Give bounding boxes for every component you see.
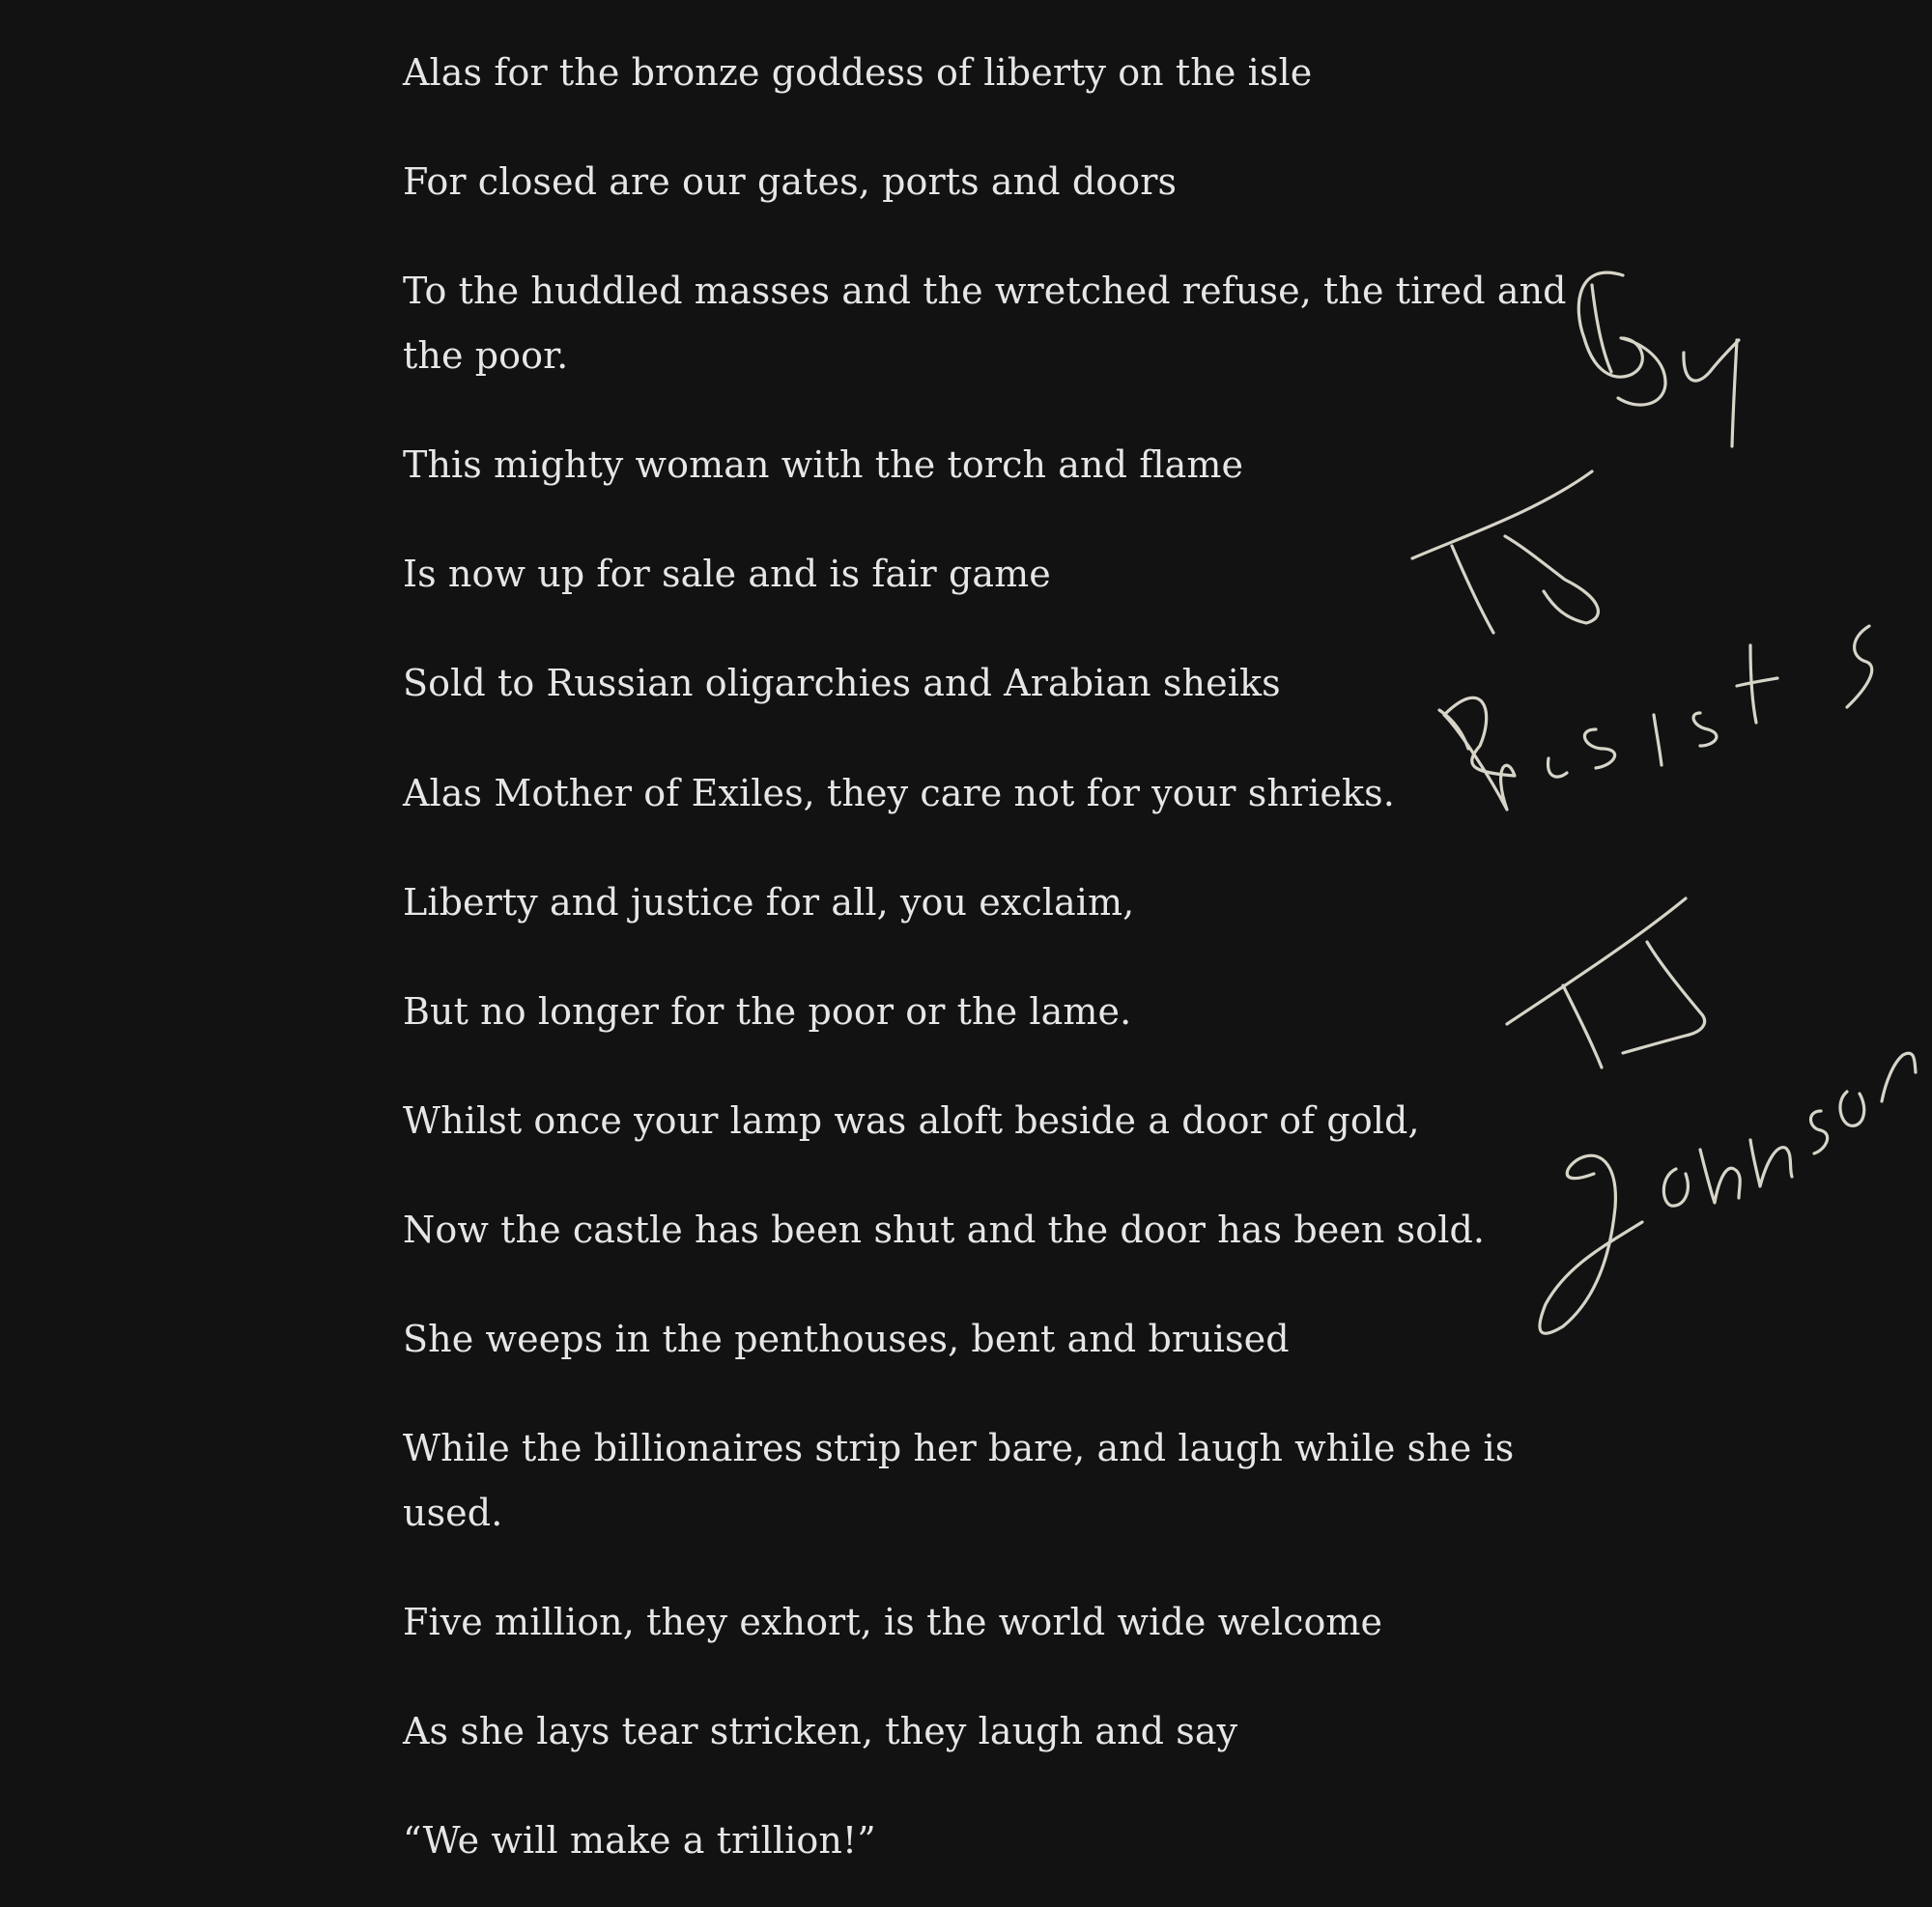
poem-line: the poor. xyxy=(403,334,569,377)
poem-line: This mighty woman with the torch and flame xyxy=(403,443,1244,486)
poem-line: used. xyxy=(403,1492,503,1534)
signature-tj-1 xyxy=(1412,471,1598,633)
poem-line: Alas for the bronze goddess of liberty on the isle xyxy=(403,51,1313,94)
poem-line: Liberty and justice for all, you exclaim, xyxy=(403,881,1135,924)
poem-line: Is now up for sale and is fair game xyxy=(403,553,1051,595)
poem-line: She weeps in the penthouses, bent and bruised xyxy=(403,1318,1290,1360)
poem-line: To the huddled masses and the wretched refuse, the tired and xyxy=(403,270,1567,312)
signature-resists xyxy=(1439,626,1872,810)
poem-line: For closed are our gates, ports and doors xyxy=(403,160,1178,203)
signature-tj-2 xyxy=(1507,898,1705,1067)
poem-line: Whilst once your lamp was aloft beside a door of gold, xyxy=(403,1099,1420,1142)
signature-johnson xyxy=(1540,1053,1916,1333)
poem-line: Now the castle has been shut and the door has been sold. xyxy=(403,1209,1486,1251)
poem-line: While the billionaires strip her bare, and laugh while she is xyxy=(403,1427,1515,1469)
poem-line: Five million, they exhort, is the world wide welcome xyxy=(403,1601,1383,1643)
signature-by xyxy=(1578,272,1739,446)
poem-line: “We will make a trillion!” xyxy=(403,1819,876,1862)
poem-line: But no longer for the poor or the lame. xyxy=(403,990,1132,1033)
poem-line: Alas Mother of Exiles, they care not for your shrieks. xyxy=(403,772,1395,814)
poem-line: Sold to Russian oligarchies and Arabian sheiks xyxy=(403,662,1281,704)
poem-line: As she lays tear stricken, they laugh and say xyxy=(403,1710,1238,1752)
